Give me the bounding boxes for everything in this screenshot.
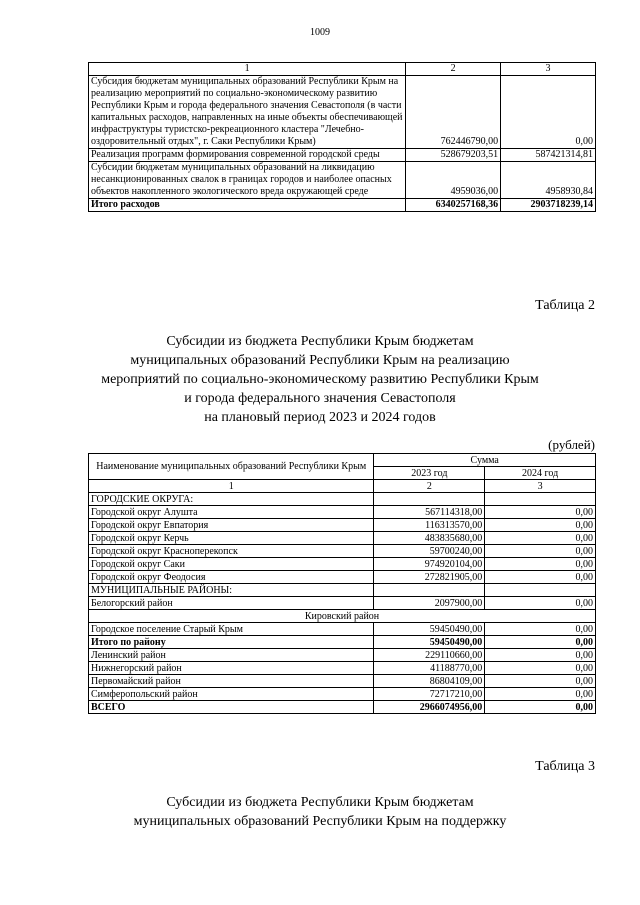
table2-title <box>0 332 640 427</box>
value-year1: 6340257168,36 <box>406 199 501 212</box>
row-name: Городской округ Евпатория <box>89 519 374 532</box>
value-2023: 567114318,00 <box>374 506 485 519</box>
col-number: 1 <box>89 63 406 76</box>
value-2023: 2966074956,00 <box>374 701 485 714</box>
table2-label: Таблица 2 <box>535 298 595 313</box>
row-name: Нижнегорский район <box>89 662 374 675</box>
table-row <box>89 571 596 584</box>
value-2024: 0,00 <box>485 519 596 532</box>
district-title: Кировский район <box>89 610 596 623</box>
value-2024: 0,00 <box>485 675 596 688</box>
value-year1: 762446790,00 <box>406 76 501 149</box>
value-2023: 59450490,00 <box>374 636 485 649</box>
table3-title <box>0 793 640 831</box>
value-year1: 4959036,00 <box>406 162 501 199</box>
value-2024: 0,00 <box>485 532 596 545</box>
value-2024: 0,00 <box>485 571 596 584</box>
value-2023: 72717210,00 <box>374 688 485 701</box>
row-name: Субсидия бюджетам муниципальных образований Республики Крым на реализацию мероприятий по социально-экономическому развитию Республики Крым и города федерального значения Севастополя (в части капитальных расходов, направленных на иные объекты обеспечивающей инфраструктуры туристско-рекреационного кластера "Лечебно-оздоровительный отдых", г. Саки Республики Крым) <box>89 76 406 149</box>
row-name: ВСЕГО <box>89 701 374 714</box>
col-number: 2 <box>374 480 485 493</box>
section-title: ГОРОДСКИЕ ОКРУГА: <box>89 493 374 506</box>
value-2024: 0,00 <box>485 636 596 649</box>
value-2023: 59700240,00 <box>374 545 485 558</box>
row-name: Реализация программ формирования современной городской среды <box>89 149 406 162</box>
row-name: Ленинский район <box>89 649 374 662</box>
title-line: и города федерального значения Севастополя <box>184 391 456 406</box>
currency-unit: (рублей) <box>548 437 595 452</box>
row-name: Итого расходов <box>89 199 406 212</box>
table-row <box>89 688 596 701</box>
col-number: 3 <box>485 480 596 493</box>
col-number: 1 <box>89 480 374 493</box>
title-line: на плановый период 2023 и 2024 годов <box>204 410 436 425</box>
title-line: мероприятий по социально-экономическому развитию Республики Крым <box>101 372 539 387</box>
header-name: Наименование муниципальных образований Республики Крым <box>89 454 374 480</box>
value-2023: 229110660,00 <box>374 649 485 662</box>
row-name: Городской округ Феодосия <box>89 571 374 584</box>
title-line: муниципальных образований Республики Крым на поддержку <box>133 814 507 829</box>
value-2024: 0,00 <box>485 558 596 571</box>
total-row <box>89 199 596 212</box>
table-row <box>89 532 596 545</box>
row-name: Городское поселение Старый Крым <box>89 623 374 636</box>
value-year2: 4958930,84 <box>501 162 596 199</box>
row-name: Городской округ Керчь <box>89 532 374 545</box>
value-2023: 41188770,00 <box>374 662 485 675</box>
value-2024: 0,00 <box>485 623 596 636</box>
table-row <box>89 558 596 571</box>
table-header-row <box>89 63 596 76</box>
value-year2: 2903718239,14 <box>501 199 596 212</box>
row-name: Субсидии бюджетам муниципальных образований на ликвидацию несанкционированных свалок в границах городов и наиболее опасных объектов накопленного экологического вреда окружающей среде <box>89 162 406 199</box>
section-row <box>89 493 596 506</box>
value-2023: 2097900,00 <box>374 597 485 610</box>
title-line: муниципальных образований Республики Крым на реализацию <box>130 353 510 368</box>
title-line: Субсидии из бюджета Республики Крым бюджетам <box>166 334 474 349</box>
table-row <box>89 162 596 199</box>
section-row <box>89 584 596 597</box>
value-2023: 116313570,00 <box>374 519 485 532</box>
value-2024: 0,00 <box>485 688 596 701</box>
table-row <box>89 662 596 675</box>
table-row <box>89 519 596 532</box>
title-line: Субсидии из бюджета Республики Крым бюджетам <box>166 795 474 810</box>
row-name: Городской округ Красноперекопск <box>89 545 374 558</box>
value-2023: 59450490,00 <box>374 623 485 636</box>
column-numbers-row <box>89 480 596 493</box>
header-sum: Сумма <box>374 454 596 467</box>
table-row <box>89 597 596 610</box>
value-year2: 0,00 <box>501 76 596 149</box>
table3-label: Таблица 3 <box>535 759 595 774</box>
value-2024: 0,00 <box>485 506 596 519</box>
value-year2: 587421314,81 <box>501 149 596 162</box>
value-year1: 528679203,51 <box>406 149 501 162</box>
row-name: Белогорский район <box>89 597 374 610</box>
value-2024: 0,00 <box>485 545 596 558</box>
header-year2: 2024 год <box>485 467 596 480</box>
header-year1: 2023 год <box>374 467 485 480</box>
row-name: Первомайский район <box>89 675 374 688</box>
value-2023: 272821905,00 <box>374 571 485 584</box>
table-row <box>89 623 596 636</box>
value-2024: 0,00 <box>485 649 596 662</box>
value-2023: 974920104,00 <box>374 558 485 571</box>
value-2024: 0,00 <box>485 701 596 714</box>
table-row <box>89 149 596 162</box>
table-header-row <box>89 454 596 467</box>
table-row <box>89 506 596 519</box>
section-title: МУНИЦИПАЛЬНЫЕ РАЙОНЫ: <box>89 584 374 597</box>
table-row <box>89 76 596 149</box>
row-name: Городской округ Алушта <box>89 506 374 519</box>
value-2024: 0,00 <box>485 597 596 610</box>
table-row <box>89 675 596 688</box>
table-row <box>89 545 596 558</box>
district-header-row <box>89 610 596 623</box>
expenses-table-continuation <box>88 62 596 212</box>
value-2023: 86804109,00 <box>374 675 485 688</box>
table-row <box>89 649 596 662</box>
subtotal-row <box>89 636 596 649</box>
subsidies-table <box>88 453 596 714</box>
row-name: Итого по району <box>89 636 374 649</box>
total-row <box>89 701 596 714</box>
row-name: Городской округ Саки <box>89 558 374 571</box>
page-number: 1009 <box>310 27 330 38</box>
row-name: Симферопольский район <box>89 688 374 701</box>
col-number: 3 <box>501 63 596 76</box>
col-number: 2 <box>406 63 501 76</box>
value-2024: 0,00 <box>485 662 596 675</box>
value-2023: 483835680,00 <box>374 532 485 545</box>
